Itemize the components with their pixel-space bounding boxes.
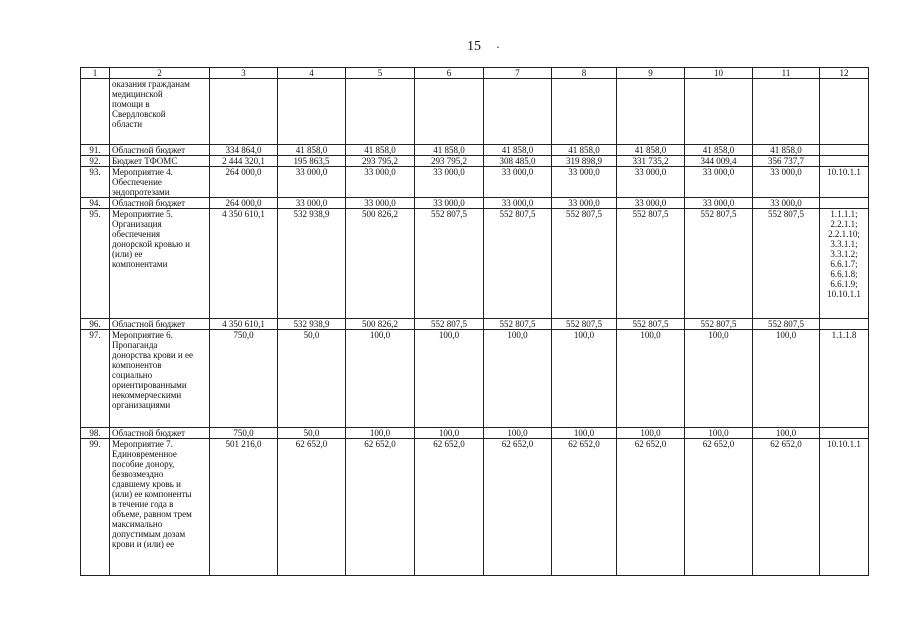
value-cell (552, 79, 617, 145)
value-cell: 62 652,0 (415, 439, 484, 576)
value-cell: 62 652,0 (552, 439, 617, 576)
table-row (81, 319, 869, 330)
value-cell: 552 807,5 (415, 319, 484, 330)
value-cell: 100,0 (484, 428, 552, 439)
value-cell (685, 79, 753, 145)
row-number-cell: 95. (81, 209, 110, 319)
value-cell: 532 938,9 (278, 209, 346, 319)
value-cell: 100,0 (685, 428, 753, 439)
row-number-cell (81, 79, 110, 145)
description-cell: Мероприятие 7. Единовременное пособие донору, безвозмездно сдавшему кровь и (или) ее компоненты в течение года в объеме, равном трем максимально допустимым дозам крови и (или) ее (110, 439, 210, 576)
value-cell: 100,0 (346, 428, 415, 439)
value-cell: 62 652,0 (753, 439, 820, 576)
value-cell: 4 350 610,1 (210, 319, 278, 330)
value-cell (346, 79, 415, 145)
value-cell: 532 938,9 (278, 319, 346, 330)
value-cell: 552 807,5 (484, 209, 552, 319)
value-cell: 33 000,0 (346, 198, 415, 209)
value-cell: 33 000,0 (685, 167, 753, 198)
target-code-cell (820, 145, 869, 156)
value-cell: 195 863,5 (278, 156, 346, 167)
table-row (81, 428, 869, 439)
column-header: 6 (415, 68, 484, 79)
value-cell: 500 826,2 (346, 319, 415, 330)
description-cell: Областной бюджет (110, 145, 210, 156)
description-cell: Бюджет ТФОМС (110, 156, 210, 167)
value-cell: 41 858,0 (617, 145, 685, 156)
value-cell: 552 807,5 (415, 209, 484, 319)
table-row (81, 167, 869, 198)
value-cell: 62 652,0 (278, 439, 346, 576)
table-row (81, 198, 869, 209)
value-cell: 41 858,0 (753, 145, 820, 156)
value-cell: 100,0 (484, 330, 552, 428)
table-row (81, 156, 869, 167)
value-cell: 552 807,5 (617, 209, 685, 319)
value-cell: 33 000,0 (415, 198, 484, 209)
value-cell: 33 000,0 (552, 167, 617, 198)
value-cell: 33 000,0 (685, 198, 753, 209)
value-cell: 552 807,5 (552, 209, 617, 319)
value-cell: 293 795,2 (415, 156, 484, 167)
value-cell: 100,0 (617, 428, 685, 439)
description-cell: Мероприятие 5. Организация обеспечения донорской кровью и (или) ее компонентами (110, 209, 210, 319)
value-cell (484, 79, 552, 145)
table-row (81, 79, 869, 145)
value-cell: 308 485,0 (484, 156, 552, 167)
value-cell: 100,0 (617, 330, 685, 428)
target-code-cell: 1.1.1.8 (820, 330, 869, 428)
table-row (81, 145, 869, 156)
value-cell: 33 000,0 (346, 167, 415, 198)
value-cell: 41 858,0 (685, 145, 753, 156)
value-cell: 62 652,0 (484, 439, 552, 576)
value-cell: 50,0 (278, 330, 346, 428)
table-row (81, 209, 869, 319)
value-cell (753, 79, 820, 145)
row-number-cell: 98. (81, 428, 110, 439)
column-header: 10 (685, 68, 753, 79)
value-cell: 33 000,0 (484, 167, 552, 198)
column-header: 2 (110, 68, 210, 79)
value-cell (278, 79, 346, 145)
table-row (81, 439, 869, 576)
value-cell: 100,0 (415, 428, 484, 439)
value-cell: 2 444 320,1 (210, 156, 278, 167)
value-cell: 334 864,0 (210, 145, 278, 156)
target-code-cell (820, 156, 869, 167)
value-cell: 33 000,0 (484, 198, 552, 209)
description-cell: оказания гражданам медицинской помощи в Свердловской области (110, 79, 210, 145)
value-cell: 356 737,7 (753, 156, 820, 167)
column-header: 8 (552, 68, 617, 79)
value-cell: 100,0 (552, 330, 617, 428)
description-cell: Мероприятие 4. Обеспечение эндопротезами (110, 167, 210, 198)
value-cell: 50,0 (278, 428, 346, 439)
column-header: 11 (753, 68, 820, 79)
value-cell: 41 858,0 (346, 145, 415, 156)
target-code-cell (820, 319, 869, 330)
value-cell: 100,0 (346, 330, 415, 428)
value-cell: 264 000,0 (210, 167, 278, 198)
row-number-cell: 94. (81, 198, 110, 209)
value-cell: 293 795,2 (346, 156, 415, 167)
value-cell: 4 350 610,1 (210, 209, 278, 319)
value-cell: 100,0 (415, 330, 484, 428)
column-header: 1 (81, 68, 110, 79)
value-cell: 552 807,5 (753, 209, 820, 319)
column-header: 12 (820, 68, 869, 79)
value-cell: 100,0 (685, 330, 753, 428)
target-code-cell (820, 428, 869, 439)
column-header: 5 (346, 68, 415, 79)
value-cell: 41 858,0 (278, 145, 346, 156)
value-cell: 552 807,5 (685, 319, 753, 330)
value-cell: 100,0 (753, 330, 820, 428)
value-cell (617, 79, 685, 145)
value-cell: 100,0 (753, 428, 820, 439)
table-row (81, 330, 869, 428)
value-cell: 100,0 (552, 428, 617, 439)
value-cell: 33 000,0 (753, 198, 820, 209)
value-cell: 33 000,0 (278, 167, 346, 198)
value-cell: 33 000,0 (617, 167, 685, 198)
value-cell: 41 858,0 (552, 145, 617, 156)
budget-table (80, 67, 869, 576)
target-code-cell (820, 198, 869, 209)
value-cell: 62 652,0 (685, 439, 753, 576)
value-cell: 552 807,5 (552, 319, 617, 330)
value-cell: 319 898,9 (552, 156, 617, 167)
value-cell: 552 807,5 (685, 209, 753, 319)
value-cell: 33 000,0 (617, 198, 685, 209)
value-cell: 41 858,0 (415, 145, 484, 156)
value-cell: 344 009,4 (685, 156, 753, 167)
value-cell: 264 000,0 (210, 198, 278, 209)
value-cell: 62 652,0 (346, 439, 415, 576)
row-number-cell: 91. (81, 145, 110, 156)
value-cell: 750,0 (210, 428, 278, 439)
value-cell: 331 735,2 (617, 156, 685, 167)
row-number-cell: 97. (81, 330, 110, 428)
row-number-cell: 99. (81, 439, 110, 576)
value-cell: 33 000,0 (552, 198, 617, 209)
value-cell: 33 000,0 (278, 198, 346, 209)
row-number-cell: 92. (81, 156, 110, 167)
description-cell: Областной бюджет (110, 198, 210, 209)
value-cell: 33 000,0 (415, 167, 484, 198)
value-cell: 750,0 (210, 330, 278, 428)
description-cell: Областной бюджет (110, 319, 210, 330)
target-code-cell: 1.1.1.1; 2.2.1.1; 2.2.1.10; 3.3.1.1; 3.3.1.2; 6.6.1.7; 6.6.1.8; 6.6.1.9; 10.10.1.1 (820, 209, 869, 319)
page-dot: · (496, 40, 500, 54)
description-cell: Областной бюджет (110, 428, 210, 439)
target-code-cell (820, 79, 869, 145)
target-code-cell: 10.10.1.1 (820, 439, 869, 576)
value-cell: 33 000,0 (753, 167, 820, 198)
value-cell (415, 79, 484, 145)
value-cell: 552 807,5 (753, 319, 820, 330)
description-cell: Мероприятие 6. Пропаганда донорства крови и ее компонентов социально ориентированными некоммерческими организациями (110, 330, 210, 428)
value-cell: 500 826,2 (346, 209, 415, 319)
value-cell: 62 652,0 (617, 439, 685, 576)
value-cell: 552 807,5 (484, 319, 552, 330)
page-number: 15 (467, 39, 481, 54)
row-number-cell: 96. (81, 319, 110, 330)
value-cell (210, 79, 278, 145)
value-cell: 501 216,0 (210, 439, 278, 576)
row-number-cell: 93. (81, 167, 110, 198)
target-code-cell: 10.10.1.1 (820, 167, 869, 198)
value-cell: 552 807,5 (617, 319, 685, 330)
column-header: 3 (210, 68, 278, 79)
column-header: 9 (617, 68, 685, 79)
value-cell: 41 858,0 (484, 145, 552, 156)
column-header: 4 (278, 68, 346, 79)
column-header: 7 (484, 68, 552, 79)
header-row (81, 68, 869, 79)
